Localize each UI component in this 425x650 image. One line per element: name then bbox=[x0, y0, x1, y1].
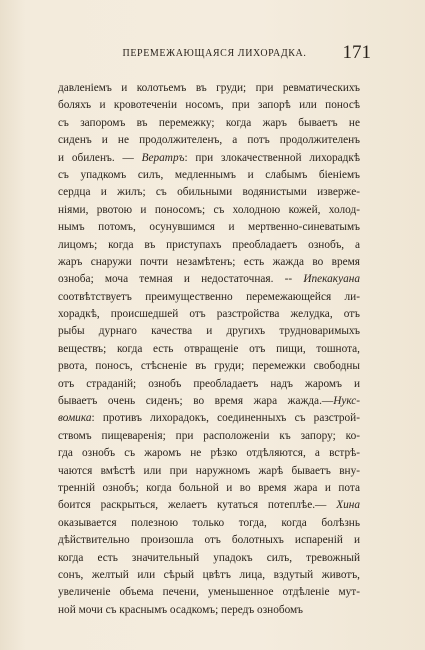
text-run: : при злокачественной лихорадкѣ bbox=[184, 151, 360, 164]
text-line bbox=[58, 393, 360, 410]
text-run: бываетъ очень сиденъ; во время жара жажда.— bbox=[58, 395, 334, 408]
text-line bbox=[58, 410, 360, 427]
text-run: лицомъ; когда въ приступахъ преобладаетъ ознобъ, а bbox=[58, 238, 360, 251]
text-run: ствомъ пищеваренія; при расположеніи къ запору; ко- bbox=[58, 429, 360, 442]
text-run: жаръ снаружи почти незамѣтенъ; есть жажда во время bbox=[58, 255, 360, 268]
text-run: нымъ потомъ, осунувшимся и мертвенно-синеватымъ bbox=[58, 221, 360, 234]
text-line bbox=[58, 184, 360, 201]
text-run: давленіемъ и колотьемъ въ груди; при ревматическихъ bbox=[58, 82, 360, 94]
text-line bbox=[58, 219, 360, 236]
text-run: увеличеніе объема печени, уменьшенное отдѣленіе мут- bbox=[58, 586, 360, 599]
text-run: боляхъ и кровотеченіи носомъ, при запорѣ или поносѣ bbox=[58, 99, 360, 112]
text-run: отъ страданій; ознобъ преобладаетъ надъ жаромъ и bbox=[58, 377, 360, 390]
text-line bbox=[58, 463, 360, 480]
text-line bbox=[58, 306, 360, 323]
text-line bbox=[58, 323, 360, 340]
text-line bbox=[58, 132, 360, 149]
text-run: озноба; моча темная и недостаточная. -- bbox=[58, 273, 304, 286]
text-run: сонъ, желтый или сѣрый цвѣтъ лица, вздутый животъ, bbox=[58, 568, 360, 581]
text-run: сиденъ и не продолжителенъ, а потъ продолжителенъ bbox=[58, 134, 360, 147]
text-line bbox=[58, 202, 360, 219]
text-line bbox=[58, 480, 360, 497]
text-run: боится раскрыться, желаетъ кутаться потеплѣе.— bbox=[58, 499, 337, 512]
page-number: 171 bbox=[342, 42, 371, 63]
text-run: дѣйствительно произошла отъ болотныхъ испареній и bbox=[58, 534, 360, 547]
text-line bbox=[58, 584, 360, 601]
text-line bbox=[58, 271, 360, 288]
text-line bbox=[58, 497, 360, 514]
running-title: ПЕРЕМЕЖАЮЩАЯСЯ ЛИХОРАДКА. bbox=[122, 48, 307, 59]
italic-remedy-name: вомика bbox=[58, 412, 92, 425]
text-run: когда есть значительный упадокъ силъ, тревожный bbox=[58, 551, 360, 564]
text-line bbox=[58, 115, 360, 132]
text-run: ніями, рвотою и поносомъ; съ холодною кожей, холод- bbox=[58, 203, 360, 216]
text-run: оказывается полезною только тогда, когда болѣзнь bbox=[58, 516, 360, 529]
text-line bbox=[58, 358, 360, 375]
text-run: тренній ознобъ; когда больной и во время жара и пота bbox=[58, 481, 360, 494]
text-line bbox=[58, 532, 360, 549]
text-line bbox=[58, 341, 360, 358]
text-run: сердца и жилъ; съ обильными водянистыми изверже- bbox=[58, 186, 360, 199]
text-run: : противъ лихорадокъ, соединенныхъ съ разстрой- bbox=[91, 412, 360, 425]
text-run: рвота, поносъ, стѣсненіе въ груди; перемежки свободны bbox=[58, 360, 360, 373]
text-line bbox=[58, 567, 360, 584]
text-run: рыбы дурнаго качества и другихъ трудноваримыхъ bbox=[58, 325, 360, 338]
text-run: съ запоромъ въ перемежку; когда жаръ бываетъ не bbox=[58, 116, 360, 129]
page-header bbox=[58, 42, 371, 66]
text-line bbox=[58, 428, 360, 445]
text-run: чаются вмѣстѣ или при наружномъ жарѣ бываетъ вну- bbox=[58, 464, 360, 477]
text-run: хорадкѣ, происшедшей отъ разстройства желудка, отъ bbox=[58, 308, 360, 321]
text-line bbox=[58, 167, 360, 184]
text-run: гда ознобъ съ жаромъ не рѣзко отдѣляются, а встрѣ- bbox=[58, 447, 360, 460]
text-line bbox=[58, 289, 360, 306]
text-line bbox=[58, 97, 360, 114]
text-line bbox=[58, 150, 360, 167]
italic-remedy-name: Ипекакуана bbox=[303, 273, 360, 286]
text-line bbox=[58, 550, 360, 567]
italic-remedy-name: Хина bbox=[336, 499, 360, 512]
text-line bbox=[58, 254, 360, 271]
text-run: веществъ; когда есть отвращеніе отъ пищи, тошнота, bbox=[58, 342, 360, 355]
text-line bbox=[58, 602, 360, 619]
text-run: съ упадкомъ силъ, медленнымъ и слабымъ біеніемъ bbox=[58, 168, 360, 181]
text-run: соотвѣтствуетъ преимущественно перемежающейся ли- bbox=[58, 290, 360, 303]
text-run: ной мочи съ краснымъ осадкомъ; передъ ознобомъ bbox=[58, 603, 304, 616]
body-text bbox=[58, 80, 360, 619]
italic-remedy-name: Вератръ bbox=[141, 151, 185, 164]
text-line bbox=[58, 237, 360, 254]
text-line bbox=[58, 445, 360, 462]
text-line bbox=[58, 80, 360, 97]
text-line bbox=[58, 376, 360, 393]
italic-remedy-name: Нукс- bbox=[333, 395, 360, 408]
text-run: и обиленъ. — bbox=[58, 151, 142, 164]
text-line bbox=[58, 515, 360, 532]
